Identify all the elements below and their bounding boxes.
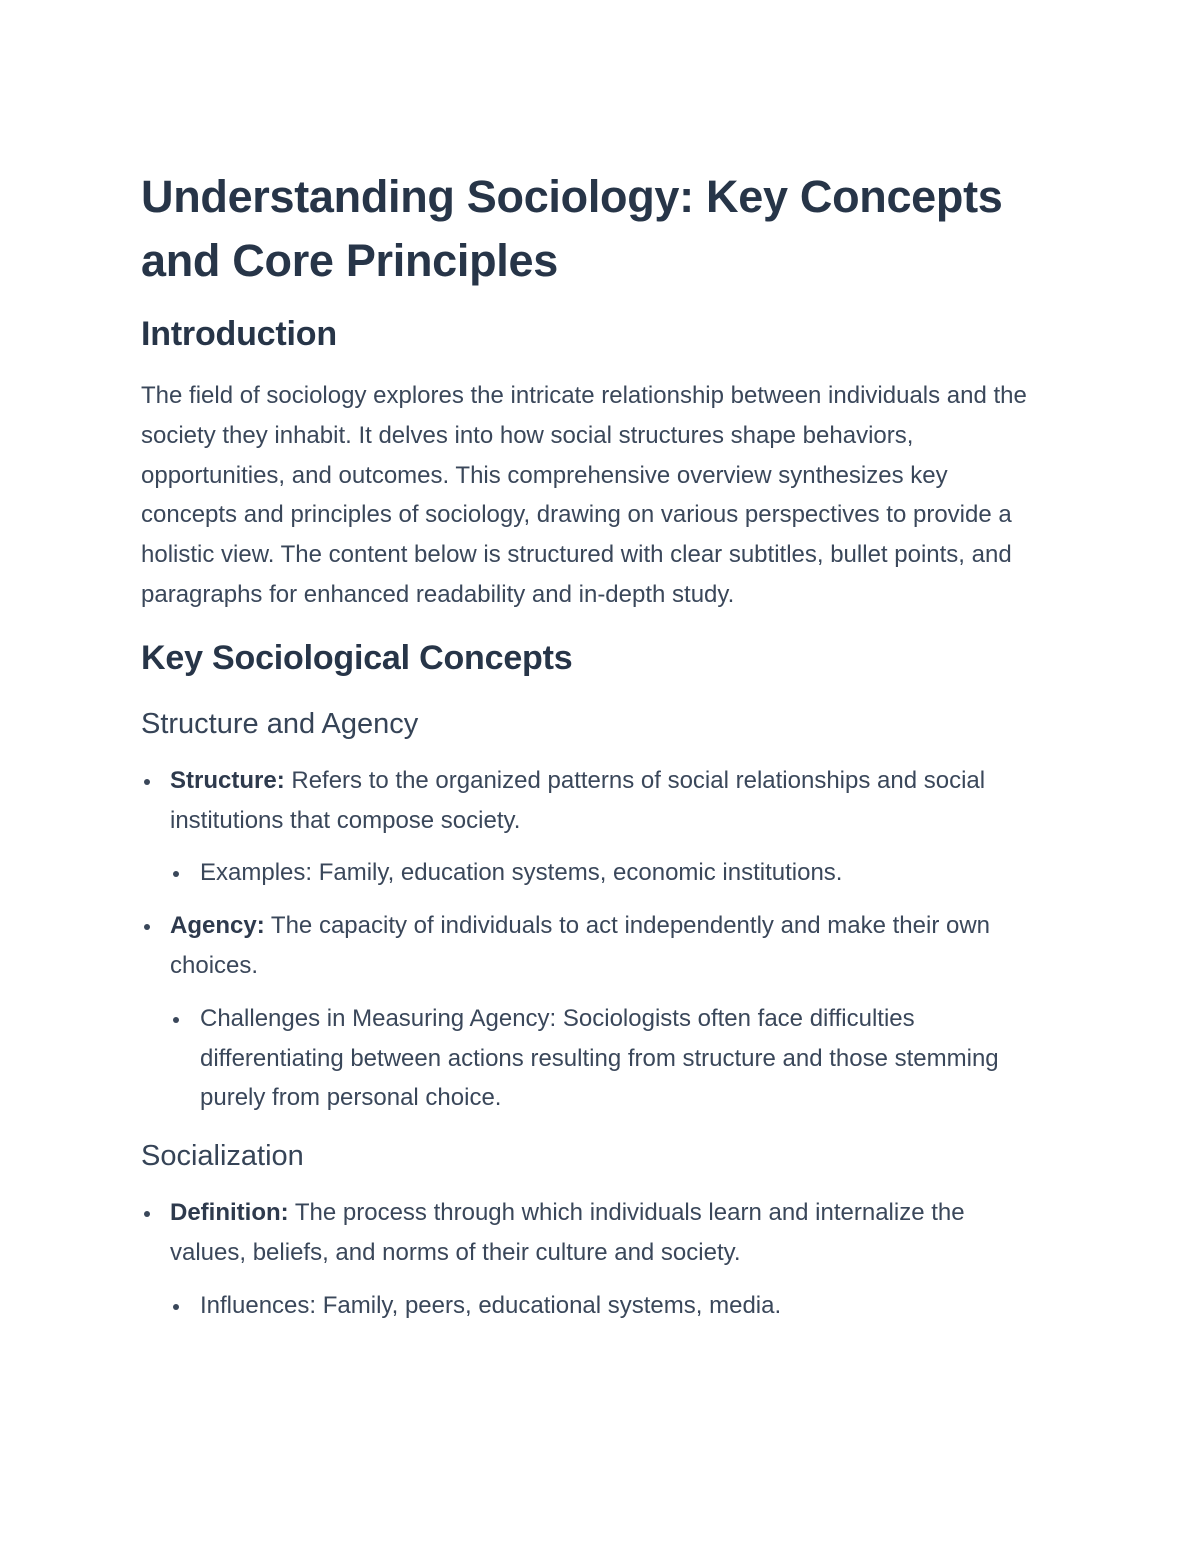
structure-agency-list	[141, 761, 1041, 1118]
bullet-icon	[144, 1211, 150, 1217]
introduction-paragraph: The field of sociology explores the intricate relationship between individuals and the society they inhabit. It delves into how social structures shape behaviors, opportunities, and outcomes. This comprehensive overview synthesizes key concepts and principles of sociology, drawing on various perspectives to provide a holistic view. The content below is structured with clear subtitles, bullet points, and paragraphs for enhanced readability and in-depth study.	[141, 382, 1027, 608]
list-item-agency-challenges	[141, 999, 1041, 1118]
text-structure-examples: Examples: Family, education systems, economic institutions.	[200, 859, 843, 887]
list-item-structure-examples	[141, 853, 1041, 893]
text-structure: Refers to the organized patterns of social relationships and social institutions that compose society.	[170, 766, 986, 834]
structure-agency-heading: Structure and Agency	[141, 707, 419, 740]
document-page	[141, 165, 1041, 1326]
text-definition: The process through which individuals learn and internalize the values, beliefs, and norms of their culture and society.	[170, 1199, 965, 1266]
socialization-list	[141, 1193, 1041, 1325]
introduction-heading: Introduction	[141, 315, 337, 353]
list-item-structure	[141, 761, 1041, 841]
document-title: Understanding Sociology: Key Concepts and Core Principles	[141, 171, 1003, 286]
list-item-agency	[141, 906, 1041, 986]
text-agency: The capacity of individuals to act independently and make their own choices.	[170, 912, 991, 979]
term-structure: Structure:	[170, 766, 285, 794]
text-influences: Influences: Family, peers, educational systems, media.	[200, 1291, 782, 1319]
bullet-icon	[173, 1017, 179, 1023]
bullet-icon	[144, 924, 150, 930]
list-item-definition	[141, 1193, 1041, 1273]
text-agency-challenges: Challenges in Measuring Agency: Sociologists often face difficulties differentiating between actions resulting from structure and those stemming purely from personal choice.	[200, 1004, 999, 1112]
list-item-influences	[141, 1286, 1041, 1326]
term-agency: Agency:	[170, 912, 265, 940]
bullet-icon	[173, 1304, 179, 1310]
key-concepts-heading: Key Sociological Concepts	[141, 638, 573, 677]
term-definition: Definition:	[170, 1199, 289, 1227]
bullet-icon	[173, 871, 179, 877]
bullet-icon	[144, 779, 150, 785]
socialization-heading: Socialization	[141, 1140, 304, 1173]
